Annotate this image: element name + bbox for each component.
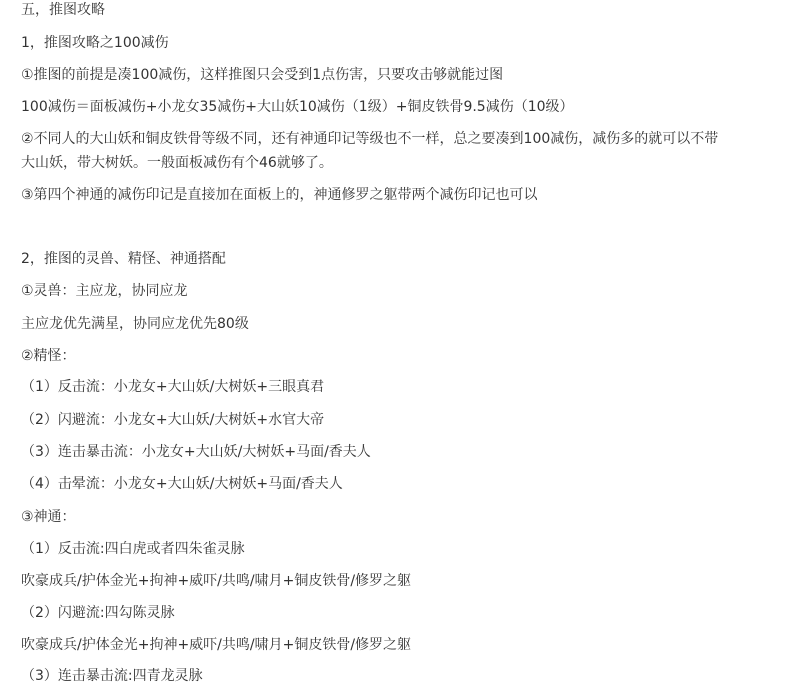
- list-item: （1）反击流:四白虎或者四朱雀灵脉: [21, 541, 245, 557]
- paragraph: ①推图的前提是凑100减伤，这样推图只会受到1点伤害，只要攻击够就能过图: [21, 67, 504, 83]
- list-item: （2）闪避流:四勾陈灵脉: [21, 605, 175, 621]
- list-item: （3）连击暴击流:四青龙灵脉: [21, 668, 203, 684]
- paragraph: ③第四个神通的减伤印记是直接加在面板上的，神通修罗之躯带两个减伤印记也可以: [21, 187, 538, 203]
- formula-line: 100减伤＝面板减伤+小龙女35减伤+大山妖10减伤（1级）+铜皮铁骨9.5减伤（10级）: [21, 99, 574, 115]
- subsection-heading: 2，推图的灵兽、精怪、神通搭配: [21, 251, 226, 267]
- paragraph: 吹豪成兵/护体金光+拘神+威吓/共鸣/啸月+铜皮铁骨/修罗之躯: [21, 637, 412, 653]
- list-item: （1）反击流：小龙女+大山妖/大树妖+三眼真君: [21, 379, 325, 395]
- paragraph: ②精怪：: [21, 348, 76, 364]
- list-item: （3）连击暴击流：小龙女+大山妖/大树妖+马面/香夫人: [21, 444, 371, 460]
- paragraph: 吹豪成兵/护体金光+拘神+威吓/共鸣/啸月+铜皮铁骨/修罗之躯: [21, 573, 412, 589]
- paragraph-continuation: 大山妖，带大树妖。一般面板减伤有个46就够了。: [21, 155, 333, 171]
- list-item: （4）击晕流：小龙女+大山妖/大树妖+马面/香夫人: [21, 476, 343, 492]
- paragraph: ③神通：: [21, 509, 76, 525]
- section-heading: 五，推图攻略: [21, 2, 105, 18]
- paragraph: 主应龙优先满星，协同应龙优先80级: [21, 316, 249, 332]
- paragraph: ②不同人的大山妖和铜皮铁骨等级不同，还有神通印记等级也不一样，总之要凑到100减伤，减伤多的就可以不带: [21, 131, 719, 147]
- list-item: （2）闪避流：小龙女+大山妖/大树妖+水官大帝: [21, 412, 325, 428]
- paragraph: ①灵兽：主应龙，协同应龙: [21, 283, 188, 299]
- subsection-heading: 1，推图攻略之100减伤: [21, 35, 169, 51]
